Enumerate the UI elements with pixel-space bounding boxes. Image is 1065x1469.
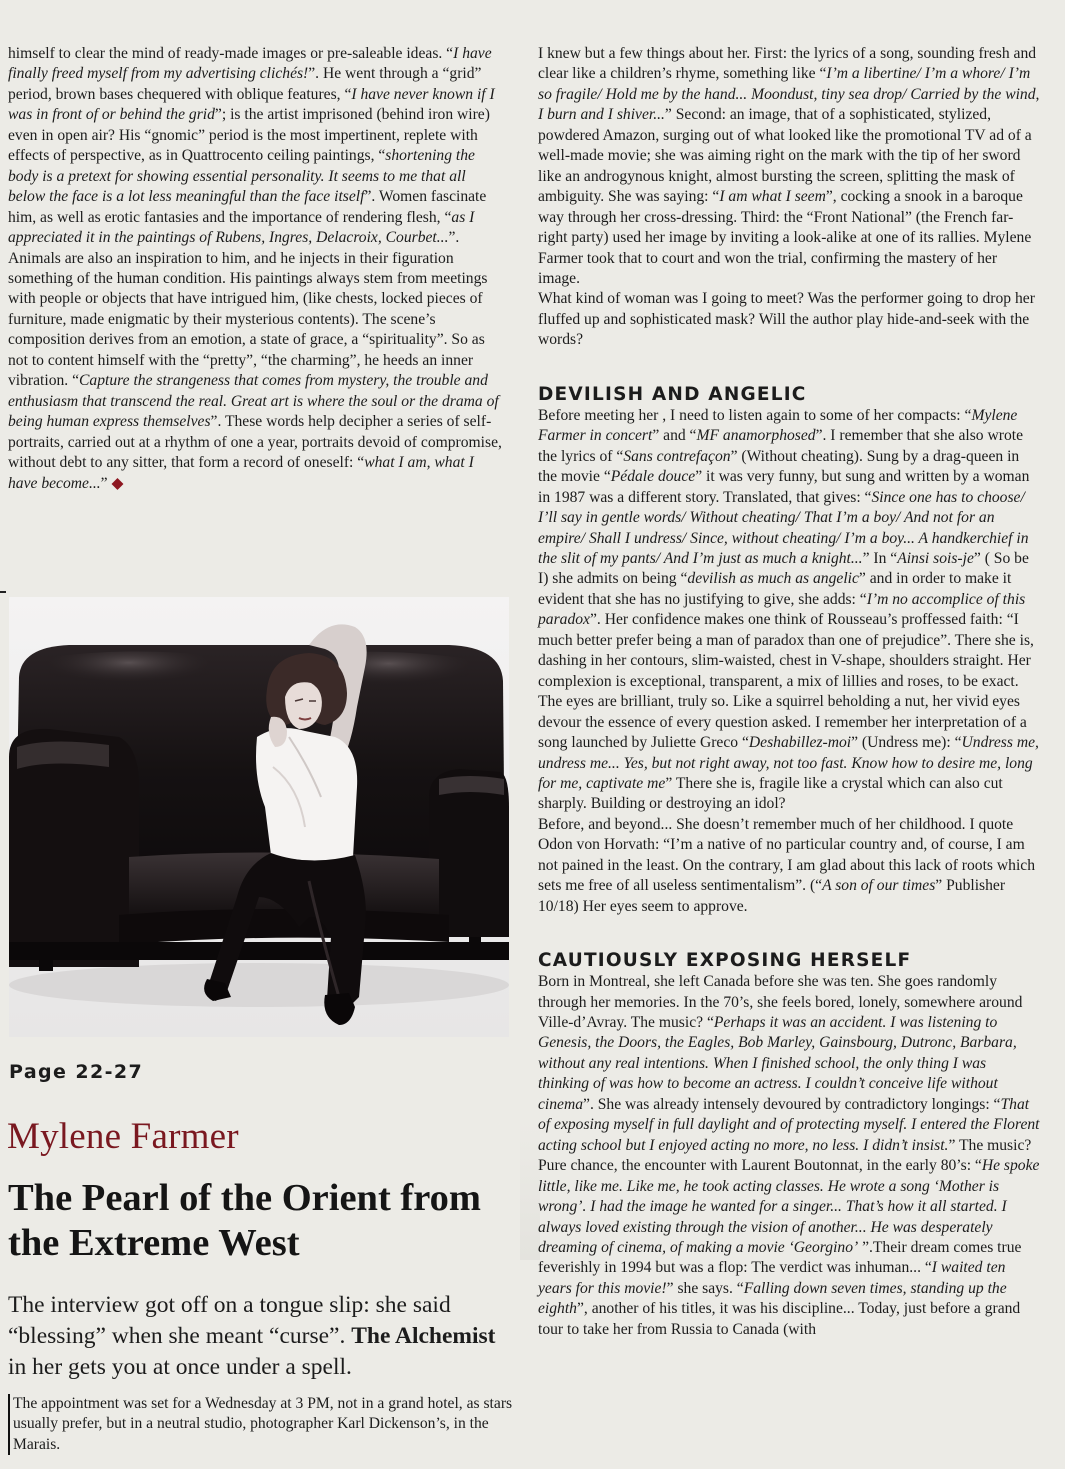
section-heading-devilish: DEVILISH AND ANGELIC (538, 383, 807, 405)
article-subject: Mylene Farmer (7, 1116, 239, 1157)
article-headline: The Pearl of the Orient from the Extreme West (8, 1177, 481, 1264)
section-heading-cautiously: CAUTIOUSLY EXPOSING HERSELF (538, 950, 912, 972)
right-paragraph: Before meeting her , I need to listen again to some of her compacts: “Mylene Farmer in concert” and “MF anamorphosed”. I remember that she also wrote the lyrics of “Sans contrefaçon” (Without cheating). Sung by a drag-queen in the movie “Pédale douce” it was very funny, but sung and written by a woman in 1987 was a different story. Translated, that gives: “Since one has to choose/ I’ll say in gentle words/ Without cheating/ That I’m a boy/ And not for an empire/ Shall I undress/ Since, without cheating/ I’m a boy... A handkerchief in the slit of my pants/ And I’m just as much a knight...” In “Ainsi sois-je” ( So be I) she admits on being “devilish as much as angelic” and in order to make it evident that she has no justifying to give, she adds: “I’m no accomplice of this paradox”. Her confidence makes one think of Rousseau’s proffessed faith: “I much better prefer being a man of paradox than one of prejudice”. There she is, dashing in her contours, slim-waisted, chest in V-shape, shoulders straight. Her complexion is exceptional, transparent, a mix of lillies and roses, to be exact. The eyes are brilliant, truly so. Like a squirrel beholding a nut, her vivid eyes devour the essence of every question asked. I remember her interpretation of a song launched by Juliette Greco “Deshabillez-moi” (Undress me): “Undress me, undress me... Yes, but not right away, not too fast. Know how to desire me, long for me, captivate me” There she is, fragile like a crystal which can also cut sharply. Building or destroying an idol? (538, 406, 1039, 813)
article-standfirst: The interview got off on a tongue slip: she said “blessing” when she meant “curse”. The Alchemist in her gets you at once under a spell. (8, 1292, 496, 1380)
sofa-portrait-illustration (9, 597, 509, 1037)
crop-mark (0, 591, 6, 593)
gutter-shadow (520, 1120, 540, 1260)
article-intro: The appointment was set for a Wednesday at 3 PM, not in a grand hotel, as stars usually prefer, but in a neutral studio, photographer Karl Dickenson’s, in the Marais. (8, 1394, 513, 1455)
left-paragraph: himself to clear the mind of ready-made images or pre-saleable ideas. “I have finally freed myself from my advertising clichés!”. He went through a “grid” period, brown bases chequered with oblique features, “I have never known if I was in front of or behind the grid”; is the artist imprisoned (behind iron wire) even in open air? His “gnomic” period is the most impertinent, replete with effects of perspective, as in Quattrocento ceiling paintings, “shortening the body is a pretext for showing essential personality. It seems to me that all below the face is a lot less meaningful than the face itself”. Women fascinate him, as well as erotic fantasies and the importance of rendering flesh, “as I appreciated it in the paintings of Rubens, Ingres, Delacroix, Courbet...”. Animals are also an inspiration to him, and he injects in their figuration something of the human condition. His paintings always stem from meetings with people or objects that have intrigued him, (like chests, locked pieces of furniture, made enigmatic by their mysterious contents). The scene’s composition derives from an emotion, a state of grace, a “spirituality”. So as not to content himself with the “pretty”, “the charming”, he heeds an inner vibration. “Capture the strangeness that comes from mystery, the trouble and enthusiasm that transcend the real. Great art is where the soul or the drama of being human express themselves”. These words help decipher a series of self-portraits, carried out at a rhythm of one a year, portraits devoid of compromise, without debt to any sitter, that form a record of oneself: “what I am, what I have become...” ◆ (8, 45, 502, 492)
right-paragraph: Born in Montreal, she left Canada before she was ten. She goes randomly through her memories. In the 70’s, she feels bored, lonely, somewhere around Ville-d’Avray. The music? “Perhaps it was an accident. I was listening to Genesis, the Doors, the Eagles, Bob Marley, Gainsbourg, Dutronc, Barbara, without any real intentions. When I finished school, the only thing I was thinking of was how to become an actress. I couldn’t conceive life without cinema”. She was already intensely devoured by contradictory longings: “That of exposing myself in full daylight and of protecting myself. I entered the Florent acting school but I enjoyed acting no more, no less. I didn’t insist.” The music? Pure chance, the encounter with Laurent Boutonnat, in the early 80’s: “He spoke little, like me. Like me, he took acting classes. He wrote a song ‘Mother is wrong’. I had the image he wanted for a singer... That’s how it all started. I always loved existing through the vision of another... He was desperately dreaming of cinema, of making a movie ‘Georgino’ ”.Their dream comes true feverishly in 1994 but was a flop: The verdict was inhuman... “I waited ten years for this movie!” she says. “Falling down seven times, standing up the eighth”, another of his titles, it was his discipline... Today, just before a grand tour to take her from Russia to Canada (with (538, 973, 1040, 1338)
page-reference: Page 22-27 (9, 1061, 144, 1083)
right-paragraph: What kind of woman was I going to meet? Was the performer going to drop her fluffed up and sophisticated mask? Will the author play hide-and-seek with the words? (538, 290, 1035, 349)
right-paragraph: Before, and beyond... She doesn’t remember much of her childhood. I quote Odon von Horvath: “I’m a native of no particular country and, of course, I am not pained in the least. On the contrary, I am glad about this lack of roots which sets me free of all useless sentimentalism”. (“A son of our times” Publisher 10/18) Her eyes seem to approve. (538, 815, 1035, 915)
portrait-photo (9, 597, 509, 1037)
left-column (8, 44, 502, 494)
right-paragraph: I knew but a few things about her. First: the lyrics of a song, sounding fresh and clear like a children’s rhyme, something like “I’m a libertine/ I’m a whore/ I’m so fragile/ Hold me by the hand... Moondust, tiny sea drop/ Carried by the wind, I burn and I shiver...” Second: an image, that of a sophisticated, stylized, powdered Amazon, surging out of what looked like the promotional TV ad of a well-made movie; she was aiming right on the mark with the tip of her sword like an androgynous knight, almost bursting the screen, splitting the mask of ambiguity. She was saying: “I am what I seem”, cocking a snook in a baroque way through her cross-dressing. Third: the “Front National” (the French far-right party) used her image by inviting a look-alike at one of its rallies. Mylene Farmer took that to court and won the trial, confirming the mastery of her image. (538, 45, 1040, 287)
right-column (538, 44, 1040, 1340)
